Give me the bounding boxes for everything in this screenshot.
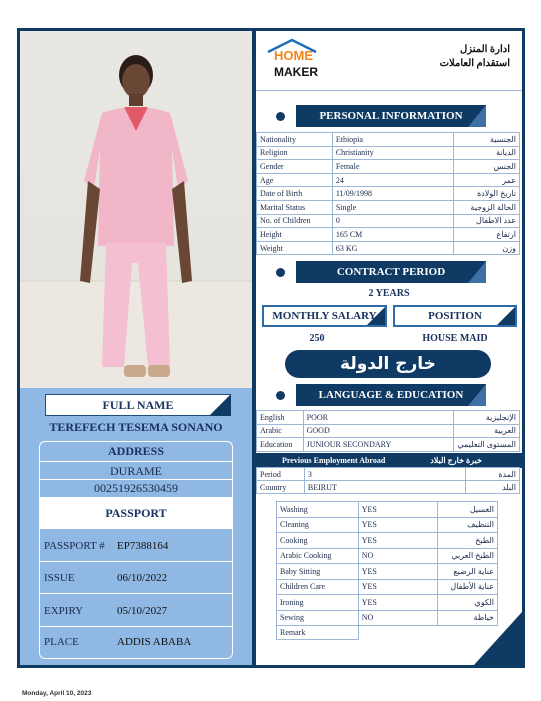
cell-ar: الحالة الزوجية <box>454 200 520 214</box>
passport-heading: PASSPORT <box>40 497 232 529</box>
address-heading: ADDRESS <box>107 444 164 458</box>
position-value: HOUSE MAID <box>422 333 488 344</box>
table-row <box>257 411 520 425</box>
table-row <box>257 173 520 187</box>
cell-value: JUNIOUR SECONDARY <box>303 438 454 452</box>
cell-value: 0 <box>332 214 453 228</box>
cell-ar: وزن <box>454 241 520 255</box>
cell-value: GOOD <box>303 424 454 438</box>
table-row <box>277 548 498 564</box>
section-title: CONTRACT PERIOD <box>336 266 446 278</box>
cell-value: YES <box>358 502 437 518</box>
cell-value: NO <box>358 610 437 626</box>
cell-value: 63 KG <box>332 241 453 255</box>
table-row <box>257 468 520 481</box>
cell-ar: ارتفاع <box>454 228 520 242</box>
divider <box>40 561 232 562</box>
cell-label: Cooking <box>277 533 359 549</box>
table-row <box>277 579 498 595</box>
table-row <box>257 228 520 242</box>
position-label <box>393 305 517 327</box>
cell-value: YES <box>358 579 437 595</box>
cell-ar: التنظيف <box>438 517 498 533</box>
cell-label: Sewing <box>277 610 359 626</box>
corner-accent <box>367 307 385 325</box>
full-name-label <box>45 394 231 416</box>
table-row <box>257 160 520 174</box>
cell-value: YES <box>358 595 437 611</box>
employment-title-ar: خبرة خارج البلاد <box>430 456 482 465</box>
cell-ar: الجنسية <box>454 133 520 147</box>
salary-heading: MONTHLY SALARY <box>272 310 377 322</box>
cell-label: Religion <box>257 146 333 160</box>
cell-ar: العربية <box>454 424 520 438</box>
divider <box>256 90 522 91</box>
passport-number-label: PASSPORT # <box>44 540 105 552</box>
employment-title: Previous Employment Abroad <box>282 456 386 465</box>
corner-accent <box>468 261 486 283</box>
cell-ar: الديانة <box>454 146 520 160</box>
cell-ar: المدة <box>466 468 520 481</box>
section-title: PERSONAL INFORMATION <box>319 110 463 122</box>
cell-label: Children Care <box>277 579 359 595</box>
table-row <box>257 214 520 228</box>
cell-label: Arabic Cooking <box>277 548 359 564</box>
employment-heading <box>256 453 522 468</box>
cell-ar: خياطة <box>438 610 498 626</box>
divider <box>40 626 232 627</box>
table-row <box>277 517 498 533</box>
full-name-value: TEREFECH TESEMA SONANO <box>49 420 223 434</box>
bullet-icon <box>276 391 285 400</box>
cell-label: Age <box>257 173 333 187</box>
cell-ar: الغسيل <box>438 502 498 518</box>
cell-ar: عناية الرضيع <box>438 564 498 580</box>
divider <box>40 461 232 462</box>
cell-ar: الجنس <box>454 160 520 174</box>
cell-label: Marital Status <box>257 200 333 214</box>
personal-info-table <box>256 132 520 255</box>
cell-ar: الطبخ <box>438 533 498 549</box>
bullet-icon <box>276 268 285 277</box>
cell-ar: عناية الأطفال <box>438 579 498 595</box>
corner-accent <box>474 612 522 665</box>
cell-label: Period <box>257 468 305 481</box>
corner-accent <box>209 394 231 416</box>
cell-label: Cleaning <box>277 517 359 533</box>
divider <box>40 479 232 480</box>
table-row <box>257 133 520 147</box>
place-value: ADDIS ABABA <box>117 636 192 648</box>
bullet-icon <box>276 112 285 121</box>
cell-ar: الإنجليزية <box>454 411 520 425</box>
cell-value: BEIRUT <box>304 481 465 494</box>
cell-value: 165 CM <box>332 228 453 242</box>
cell-ar: الطبخ العربي <box>438 548 498 564</box>
cell-value: YES <box>358 517 437 533</box>
table-row <box>257 146 520 160</box>
table-row <box>257 200 520 214</box>
cell-ar: تاريخ الولادة <box>454 187 520 201</box>
language-table <box>256 410 520 452</box>
expiry-label: EXPIRY <box>44 605 84 617</box>
cell-ar: البلد <box>466 481 520 494</box>
skills-table <box>276 501 498 640</box>
cell-ar: عمر <box>454 173 520 187</box>
contract-period-value: 2 YEARS <box>368 288 410 299</box>
issue-value: 06/10/2022 <box>117 572 168 584</box>
personal-info-heading <box>296 105 486 127</box>
cell-label: Baby Sitting <box>277 564 359 580</box>
table-row <box>257 424 520 438</box>
divider <box>40 593 232 594</box>
remark-row <box>277 626 498 640</box>
full-name-heading: FULL NAME <box>102 398 174 412</box>
cell-value: 3 <box>304 468 465 481</box>
expiry-value: 05/10/2027 <box>117 605 168 617</box>
cell-value: 11/09/1998 <box>332 187 453 201</box>
cell-ar: المستوى التعليمي <box>454 438 520 452</box>
section-title: LANGUAGE & EDUCATION <box>318 389 464 401</box>
phone-number: 00251926530459 <box>94 481 178 495</box>
cell-label: Education <box>257 438 304 452</box>
cell-value: Single <box>332 200 453 214</box>
logo-maker: MAKER <box>274 65 318 79</box>
cell-label: Gender <box>257 160 333 174</box>
table-row <box>277 595 498 611</box>
table-row <box>277 610 498 626</box>
monthly-salary-label <box>262 305 387 327</box>
cell-label: Height <box>257 228 333 242</box>
table-row <box>257 481 520 494</box>
address-city: DURAME <box>109 464 162 478</box>
cell-label: Ironing <box>277 595 359 611</box>
cell-label: Date of Birth <box>257 187 333 201</box>
cell-label: Weight <box>257 241 333 255</box>
footer-date: Monday, April 10, 2023 <box>22 690 92 697</box>
place-label: PLACE <box>44 636 79 648</box>
salary-value: 250 <box>309 333 325 344</box>
table-row <box>277 564 498 580</box>
language-heading <box>296 384 486 406</box>
contract-heading <box>296 261 486 283</box>
cell-value: Female <box>332 160 453 174</box>
cell-value: Ethiopia <box>332 133 453 147</box>
table-row <box>257 187 520 201</box>
logo-home: HOME <box>274 48 313 63</box>
cell-value: NO <box>358 548 437 564</box>
cell-label: Arabic <box>257 424 304 438</box>
issue-label: ISSUE <box>44 572 75 584</box>
remark-label: Remark <box>277 626 359 640</box>
table-row <box>277 502 498 518</box>
corner-accent <box>468 105 486 127</box>
cell-label: Nationality <box>257 133 333 147</box>
cell-value: POOR <box>303 411 454 425</box>
table-row <box>257 438 520 452</box>
arabic-name-line1: ادارة المنزل <box>460 44 510 55</box>
corner-accent <box>468 384 486 406</box>
cell-ar: عدد الاطفال <box>454 214 520 228</box>
cell-value: YES <box>358 564 437 580</box>
position-heading: POSITION <box>428 310 482 322</box>
cell-ar: الكوي <box>438 595 498 611</box>
cell-label: No. of Children <box>257 214 333 228</box>
cell-value: Christianity <box>332 146 453 160</box>
cell-value: YES <box>358 533 437 549</box>
cell-value: 24 <box>332 173 453 187</box>
table-row <box>277 533 498 549</box>
cell-label: Washing <box>277 502 359 518</box>
arabic-name-line2: استقدام العاملات <box>439 58 510 69</box>
candidate-photo <box>20 31 252 388</box>
passport-number-value: EP7388164 <box>117 540 169 552</box>
cell-label: Country <box>257 481 305 494</box>
company-arabic-name <box>430 43 510 71</box>
abroad-badge: خارج الدولة <box>285 350 491 378</box>
cell-label: English <box>257 411 304 425</box>
corner-accent <box>497 307 515 325</box>
employment-table <box>256 467 520 494</box>
table-row <box>257 241 520 255</box>
